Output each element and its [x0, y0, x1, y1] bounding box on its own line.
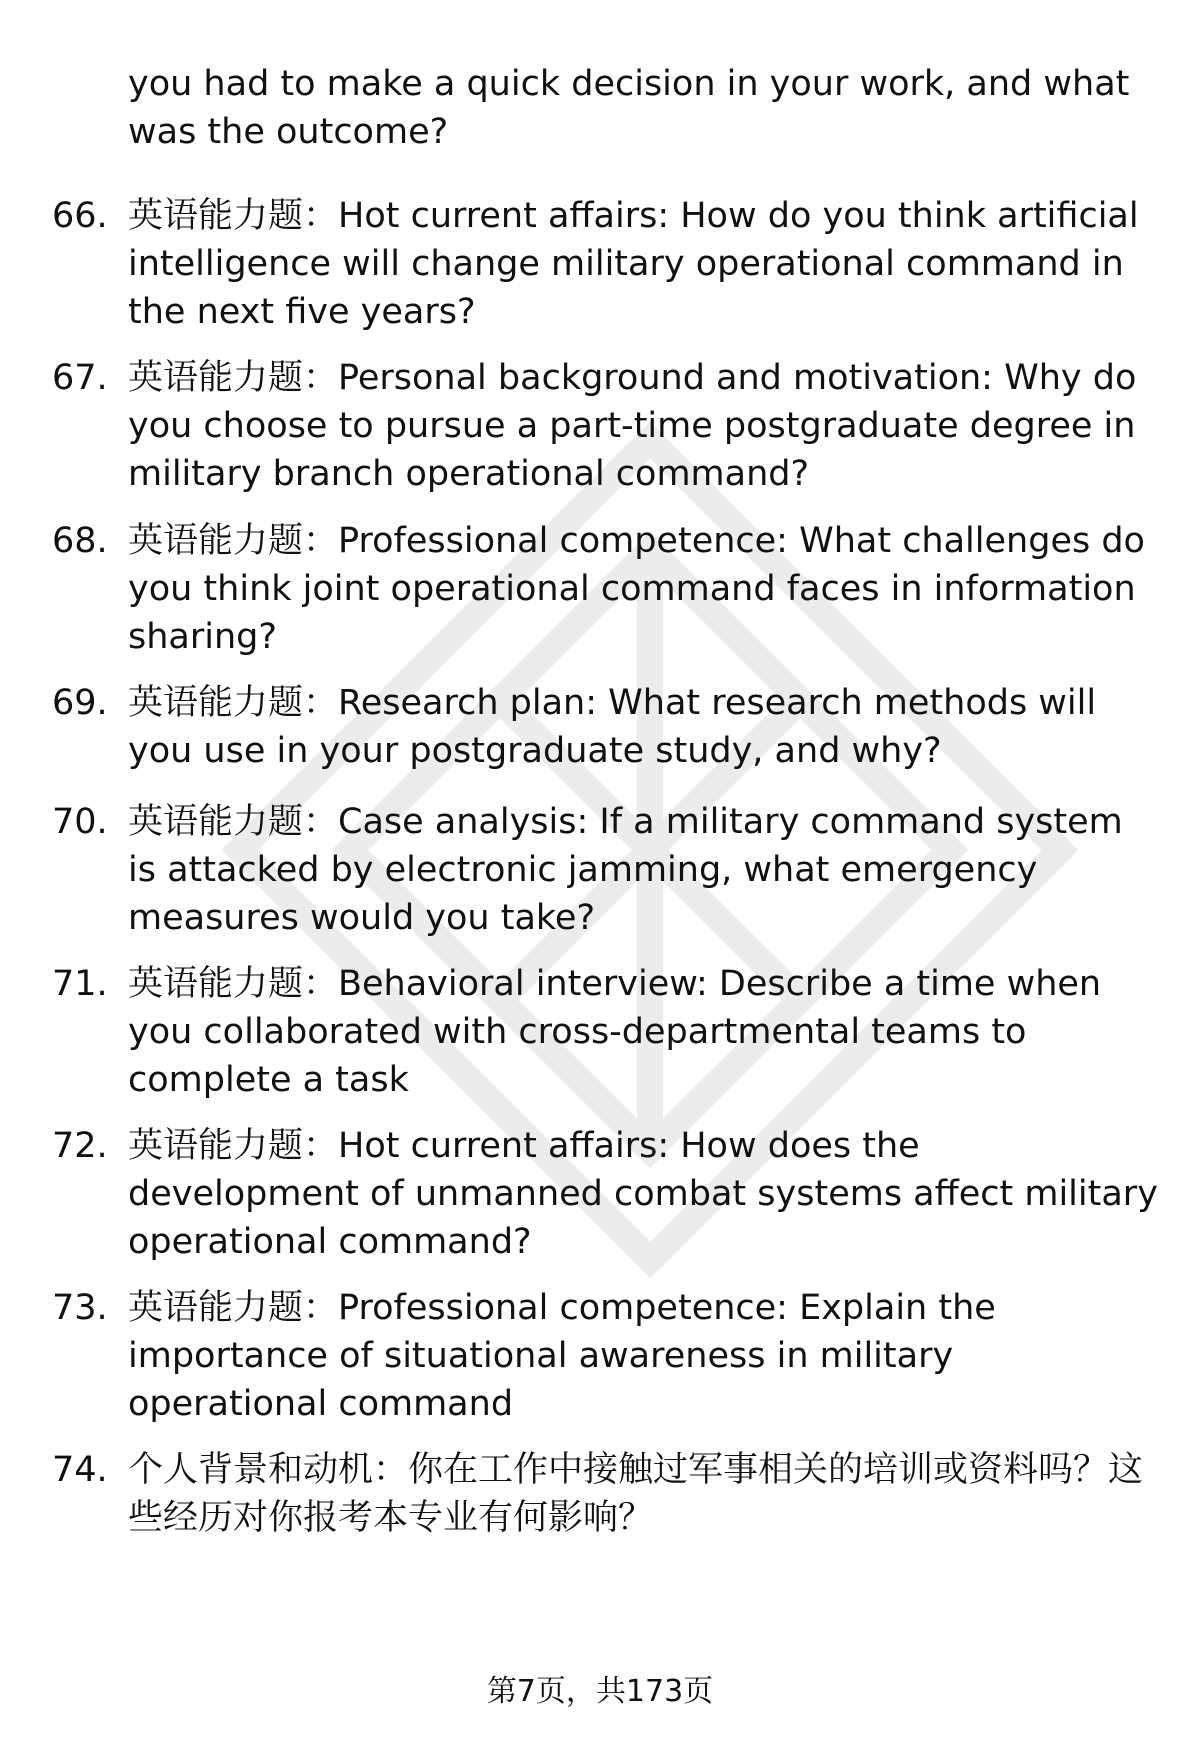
question-list	[0, 192, 1200, 1546]
question-item	[0, 679, 1200, 798]
page-footer: 第7页，共173页	[486, 1674, 714, 1709]
question-item	[0, 798, 1200, 960]
question-text: 英语能力题：Behavioral interview: Describe a time when you collaborated with cross-departmental teams to complete a task	[128, 964, 1102, 1100]
question-number: 73.	[52, 1288, 108, 1328]
question-text: 英语能力题：Research plan: What research methods will you use in your postgraduate study, and why?	[128, 683, 1097, 771]
continuation-text: you had to make a quick decision in your work, and what was the outcome?	[128, 64, 1130, 152]
question-text: 英语能力题：Case analysis: If a military command system is attacked by electronic jamming, what emergency measures would you take?	[128, 802, 1123, 938]
question-item	[0, 1122, 1200, 1284]
question-number: 71.	[52, 964, 108, 1004]
question-text: 英语能力题：Personal background and motivation: Why do you choose to pursue a part-time postgraduate degree in military branch operational command?	[128, 358, 1137, 494]
question-text: 英语能力题：Professional competence: Explain the importance of situational awareness in military operational command	[128, 1288, 996, 1424]
question-item	[0, 960, 1200, 1122]
question-item	[0, 517, 1200, 679]
question-number: 74.	[52, 1450, 108, 1490]
question-number: 67.	[52, 358, 108, 398]
question-text: 英语能力题：Professional competence: What challenges do you think joint operational command faces in information sharing?	[128, 521, 1145, 657]
question-number: 66.	[52, 196, 108, 236]
question-text: 个人背景和动机：你在工作中接触过军事相关的培训或资料吗？这些经历对你报考本专业有何影响？	[128, 1450, 1144, 1538]
question-text: 英语能力题：Hot current affairs: How does the development of unmanned combat systems affect military operational command?	[128, 1126, 1158, 1262]
question-number: 69.	[52, 683, 108, 723]
question-item	[0, 1284, 1200, 1446]
question-item	[0, 192, 1200, 354]
question-item	[0, 1446, 1200, 1546]
question-item	[0, 354, 1200, 517]
question-number: 70.	[52, 802, 108, 842]
question-number: 68.	[52, 521, 108, 561]
question-text: 英语能力题：Hot current affairs: How do you think artificial intelligence will change military operational command in the next five years?	[128, 196, 1139, 332]
question-number: 72.	[52, 1126, 108, 1166]
